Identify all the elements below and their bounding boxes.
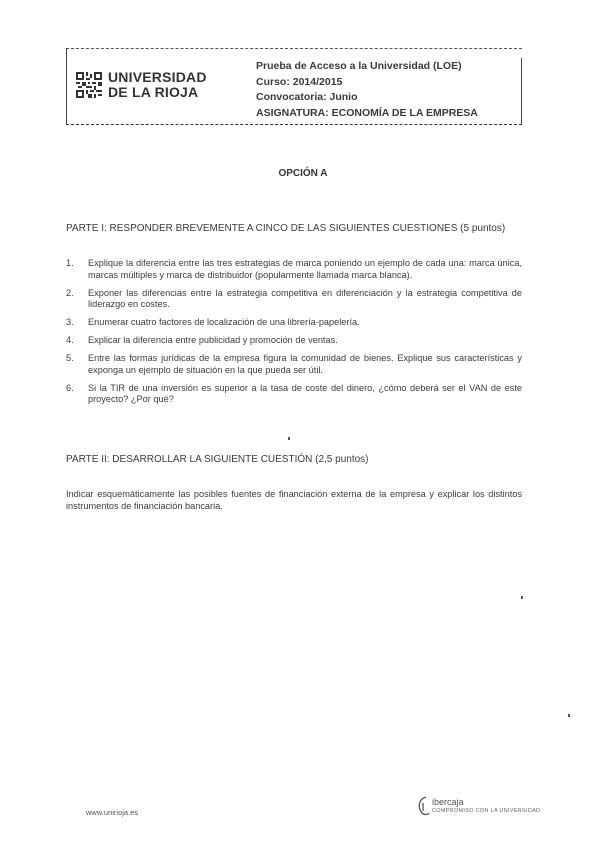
scan-speck [568,714,570,717]
question-item [66,353,522,376]
question-number: 1. [66,258,74,268]
question-item [66,288,522,311]
question-text: Si la TIR de una inversión es superior a la tasa de coste del dinero, ¿cómo deberá ser el VAN de este proyecto? ¿Por qué? [88,382,522,404]
question-item [66,258,522,281]
question-number: 2. [66,287,74,298]
question-list [66,258,522,412]
scan-speck [288,437,290,440]
question-number: 5. [66,353,74,363]
ibercaja-logo-tagline: COMPROMISO CON LA UNIVERSIDAD [432,808,541,814]
question-number: 3. [66,317,74,327]
question-item [66,383,522,406]
university-name-line1: UNIVERSIDAD [108,69,207,85]
question-item [66,317,522,329]
university-name-line2: DE LA RIOJA [108,84,199,100]
header-frame-top [66,48,522,49]
university-qr-icon [76,72,102,98]
subject: ASIGNATURA: ECONOMÍA DE LA EMPRESA [256,106,478,119]
footer-url: www.unirioja.es [86,808,139,817]
header-frame-right [521,58,522,124]
ibercaja-logo-icon [414,795,432,817]
question-text: Enumerar cuatro factores de localización de una librería-papelería. [88,317,360,327]
question-text: Explique la diferencia entre las tres estrategias de marca poniendo un ejemplo de cada una: marca única, marcas múltiples y marca de distribuidor (popularmente llamada marca blanca). [88,258,522,280]
option-title: OPCIÓN A [278,168,328,179]
exam-header-info [256,59,478,121]
part2-instruction: Indicar esquemáticamente las posibles fuentes de financiación externa de la empresa y explicar los distintos instrumentos de financiación bancaria. [66,489,522,511]
question-number: 6. [66,382,74,393]
question-text: Exponer las diferencias entre la estrategia competitiva en diferenciación y la estrategia competitiva de liderazgo en costes. [88,287,522,309]
session: Convocatoria: Junio [256,91,358,103]
question-text: Explicar la diferencia entre publicidad y promoción de ventas. [88,335,338,345]
question-number: 4. [66,335,74,345]
part2-heading: PARTE II: DESARROLLAR LA SIGUIENTE CUESTIÓN (2,5 puntos) [66,454,369,465]
scan-speck [521,596,523,599]
question-text: Entre las formas jurídicas de la empresa figura la comunidad de bienes. Explique sus características y exponga un ejemplo de situación en la que pueda ser útil. [88,353,522,375]
header-frame-bottom [66,124,522,125]
test-name: Prueba de Acceso a la Universidad (LOE) [256,60,462,72]
ibercaja-logo-word: ibercaja [432,797,464,807]
part1-heading: PARTE I: RESPONDER BREVEMENTE A CINCO DE LAS SIGUIENTES CUESTIONES (5 puntos) [66,223,506,234]
university-name [108,70,207,100]
course: Curso: 2014/2015 [256,75,343,88]
question-item [66,335,522,347]
header-frame-left [66,48,67,124]
